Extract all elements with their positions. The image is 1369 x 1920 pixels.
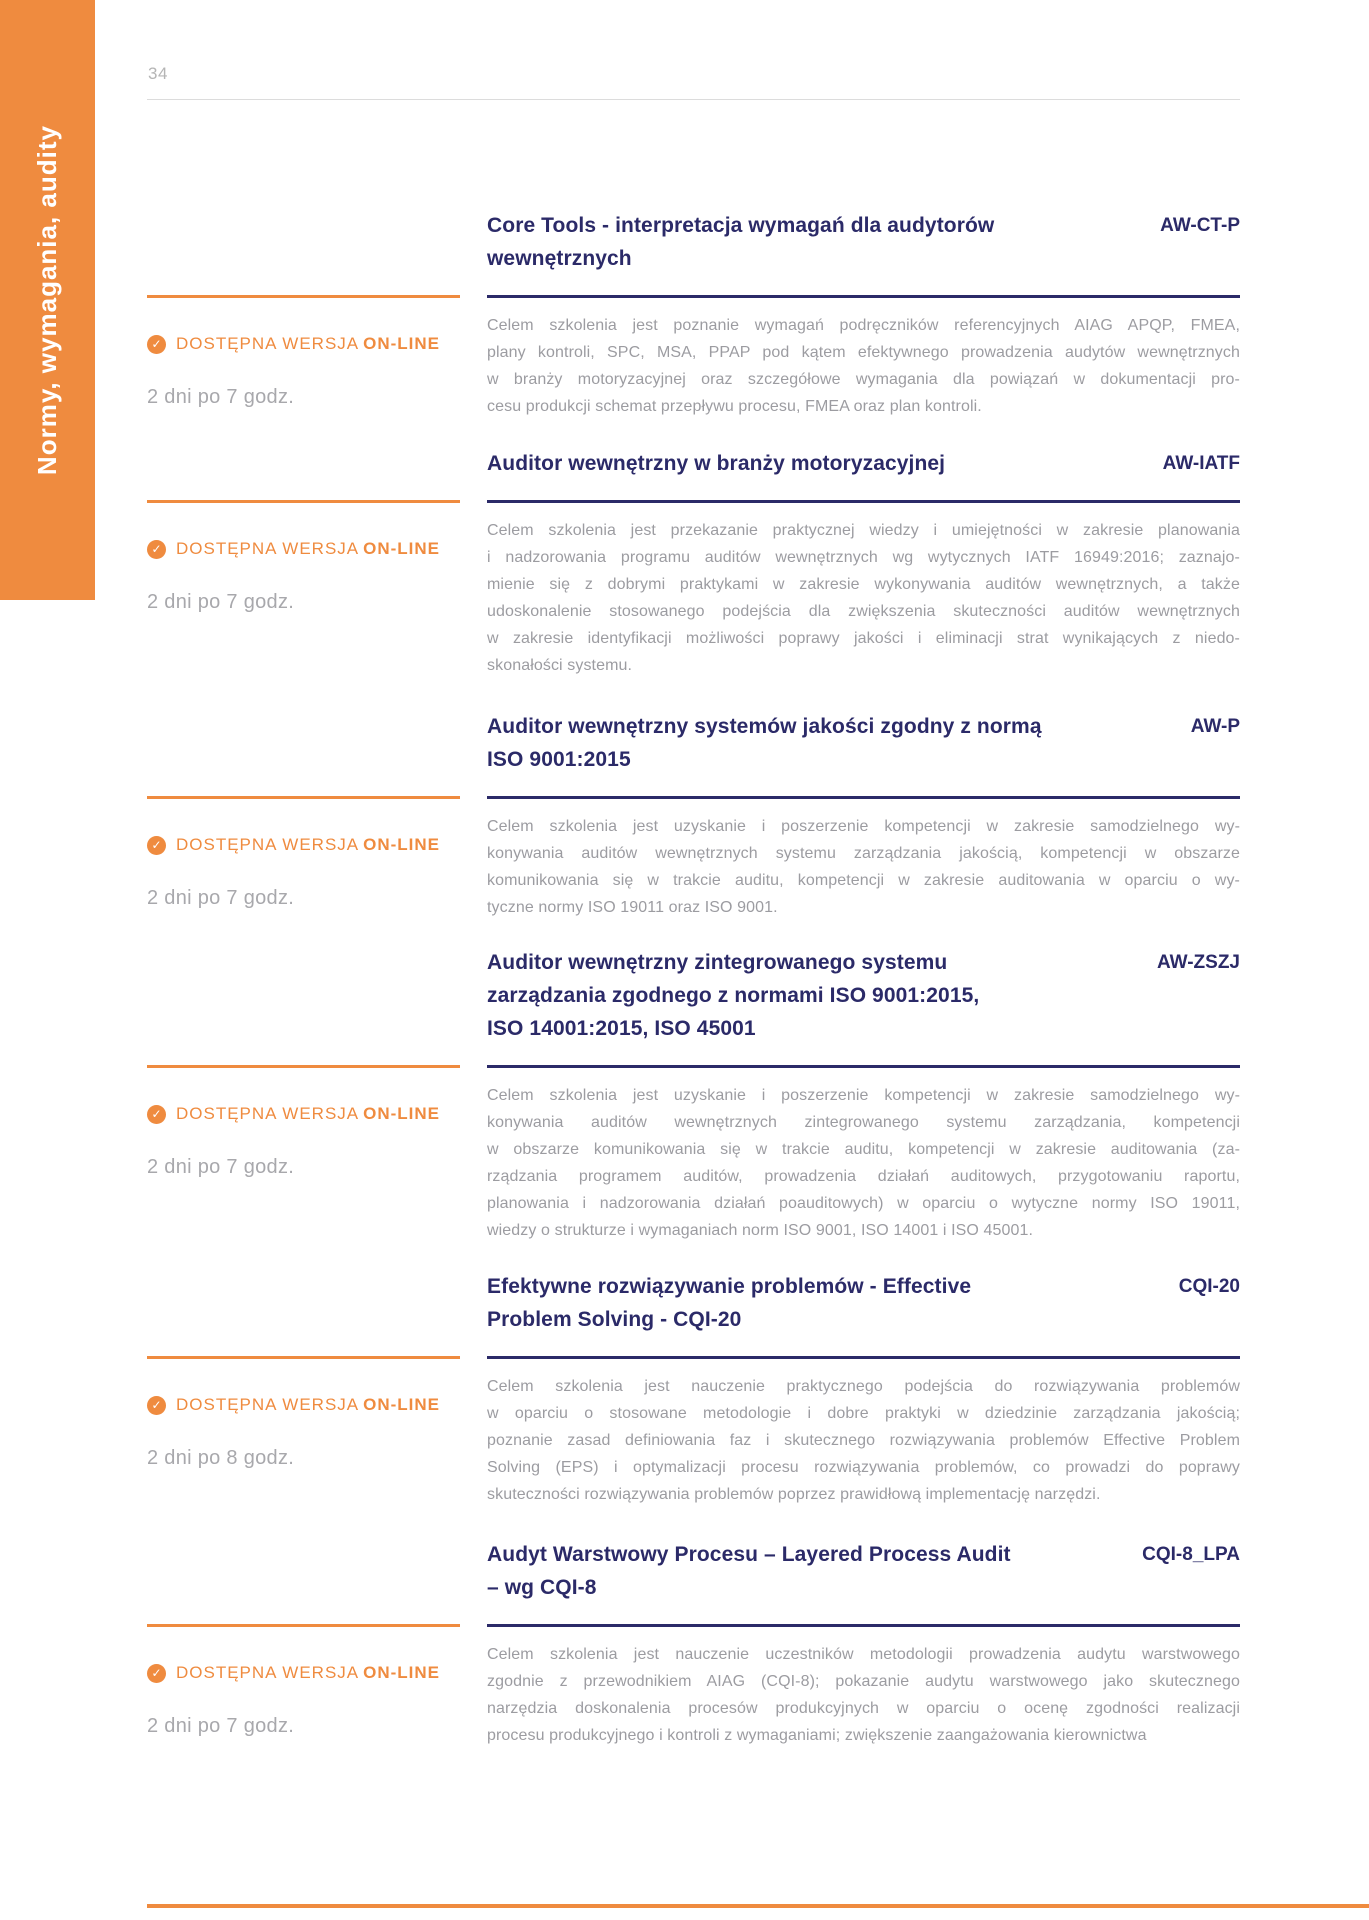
- course-content: [487, 214, 1240, 420]
- course-title: Core Tools - interpretacja wymagań dla audytorów wewnętrznych: [487, 214, 995, 270]
- course-title-row: [487, 447, 1240, 500]
- course-content: [487, 951, 1240, 1244]
- online-badge-text: DOSTĘPNA WERSJA ON-LINE: [176, 334, 441, 353]
- course-block: [147, 452, 1240, 679]
- course-meta: [147, 1624, 460, 1738]
- check-circle-icon: ✓: [147, 540, 166, 559]
- online-badge-text: DOSTĘPNA WERSJA ON-LINE: [176, 1663, 441, 1682]
- course-block: [147, 1275, 1240, 1508]
- course-meta: [147, 1065, 460, 1179]
- header-divider: [147, 99, 1240, 100]
- course-title-row: [487, 1538, 1240, 1624]
- course-duration: 2 dni po 7 godz.: [147, 887, 295, 909]
- title-divider: [487, 1065, 1240, 1068]
- course-description: Celem szkolenia jest uzyskanie i poszerzenie kompetencji w zakresie samodzielnego wy- konywania auditów wewnętrznych zintegrowanego systemu zarządzania, kompetencji w obszarze komunikowania się w trakcie auditu, kompetencji w zakresie auditowania (za- rządzania programem auditów, prowadzenia działań auditowych, przygotowaniu raportu, planowania i nadzorowania działań poauditowych) w oparciu o wytyczne normy ISO 19011, wiedzy o strukturze i wymaganiach norm ISO 9001, ISO 14001 i ISO 45001.: [487, 1087, 1240, 1239]
- online-badge: [147, 835, 460, 855]
- course-title-row: [487, 1270, 1240, 1356]
- course-description: Celem szkolenia jest uzyskanie i poszerzenie kompetencji w zakresie samodzielnego wy- konywania auditów wewnętrznych systemu zarządzania jakością, kompetencji w obszarze komunikowania się w trakcie auditu, kompetencji w zakresie auditowania w oparciu o wy- tyczne normy ISO 19011 oraz ISO 9001.: [487, 818, 1240, 916]
- course-description: Celem szkolenia jest nauczenie praktycznego podejścia do rozwiązywania problemów w oparciu o stosowane metodologie i dobre praktyki w dziedzinie zarządzania jakością; poznanie zasad definiowania faz i skutecznego rozwiązywania problemów Effective Problem Solving (EPS) i optymalizacji procesu rozwiązywania problemów, co prowadzi do poprawy skuteczności rozwiązywania problemów poprzez prawidłową implementację narzędzi.: [487, 1378, 1240, 1503]
- course-title-row: [487, 209, 1240, 295]
- online-badge-text: DOSTĘPNA WERSJA ON-LINE: [176, 1395, 441, 1414]
- title-divider: [487, 1624, 1240, 1627]
- course-title: Audyt Warstwowy Procesu – Layered Process Audit – wg CQI-8: [487, 1543, 1011, 1599]
- left-divider: [147, 1624, 460, 1627]
- course-code: CQI-20: [1178, 1276, 1240, 1297]
- online-badge-text: DOSTĘPNA WERSJA ON-LINE: [176, 1104, 441, 1123]
- page-number: 34: [148, 64, 168, 83]
- course-duration: 2 dni po 7 godz.: [147, 386, 295, 408]
- online-badge-text: DOSTĘPNA WERSJA ON-LINE: [176, 539, 441, 558]
- course-title-row: [487, 946, 1240, 1065]
- course-title: Auditor wewnętrzny zintegrowanego systemu zarządzania zgodnego z normami ISO 9001:2015, ISO 14001:2015, ISO 45001: [487, 951, 980, 1040]
- course-block: [147, 951, 1240, 1244]
- check-circle-icon: ✓: [147, 836, 166, 855]
- course-meta: [147, 500, 460, 614]
- online-badge-text: DOSTĘPNA WERSJA ON-LINE: [176, 835, 441, 854]
- course-block: [147, 1543, 1240, 1749]
- course-duration: 2 dni po 8 godz.: [147, 1447, 295, 1469]
- course-description: Celem szkolenia jest przekazanie praktycznej wiedzy i umiejętności w zakresie planowania i nadzorowania programu auditów wewnętrznych wg wytycznych IATF 16949:2016; zaznajo- mienie się z dobrymi praktykami w zakresie wykonywania auditów wewnętrznych, a także udoskonalenie stosowanego podejścia dla zwiększenia skuteczności auditów wewnętrznych w zakresie identyfikacji możliwości poprawy jakości i eliminacji strat wynikających z niedo- skonałości systemu.: [487, 522, 1240, 674]
- section-sidebar: [0, 0, 95, 600]
- online-badge: [147, 1663, 460, 1683]
- course-content: [487, 1275, 1240, 1508]
- course-block: [147, 214, 1240, 420]
- check-circle-icon: ✓: [147, 1664, 166, 1683]
- footer-divider: [147, 1904, 1369, 1908]
- course-duration: 2 dni po 7 godz.: [147, 1156, 295, 1178]
- online-badge: [147, 1395, 460, 1415]
- left-divider: [147, 796, 460, 799]
- left-divider: [147, 295, 460, 298]
- check-circle-icon: ✓: [147, 335, 166, 354]
- check-circle-icon: ✓: [147, 1105, 166, 1124]
- check-circle-icon: ✓: [147, 1396, 166, 1415]
- left-divider: [147, 1356, 460, 1359]
- course-code: AW-P: [1190, 716, 1240, 737]
- course-content: [487, 1543, 1240, 1749]
- title-divider: [487, 295, 1240, 298]
- course-code: AW-IATF: [1162, 453, 1240, 474]
- course-content: [487, 715, 1240, 921]
- course-title: Auditor wewnętrzny w branży motoryzacyjnej: [487, 452, 946, 475]
- course-duration: 2 dni po 7 godz.: [147, 591, 295, 613]
- title-divider: [487, 1356, 1240, 1359]
- course-meta: [147, 295, 460, 409]
- left-divider: [147, 1065, 460, 1068]
- title-divider: [487, 500, 1240, 503]
- course-title-row: [487, 710, 1240, 796]
- title-divider: [487, 796, 1240, 799]
- course-description: Celem szkolenia jest nauczenie uczestników metodologii prowadzenia audytu warstwowego zgodnie z przewodnikiem AIAG (CQI-8); pokazanie audytu warstwowego jako skutecznego narzędzia doskonalenia procesów produkcyjnych w oparciu o ocenę zgodności realizacji procesu produkcyjnego i kontroli z wymaganiami; zwiększenie zaangażowania kierownictwa: [487, 1646, 1240, 1744]
- section-sidebar-label: Normy, wymagania, audity: [32, 124, 62, 476]
- course-block: [147, 715, 1240, 921]
- course-meta: [147, 796, 460, 910]
- course-title: Efektywne rozwiązywanie problemów - Effective Problem Solving - CQI-20: [487, 1275, 972, 1331]
- course-code: AW-ZSZJ: [1156, 952, 1240, 973]
- course-content: [487, 452, 1240, 679]
- course-description: Celem szkolenia jest poznanie wymagań podręczników referencyjnych AIAG APQP, FMEA, plany kontroli, SPC, MSA, PPAP pod kątem efektywnego prowadzenia audytów wewnętrznych w branży motoryzacyjnej oraz szczegółowe wymagania dla powiązań w dokumentacji pro- cesu produkcji schemat przepływu procesu, FMEA oraz plan kontroli.: [487, 317, 1240, 415]
- online-badge: [147, 539, 460, 559]
- online-badge: [147, 1104, 460, 1124]
- course-code: CQI-8_LPA: [1142, 1544, 1240, 1565]
- course-duration: 2 dni po 7 godz.: [147, 1715, 295, 1737]
- left-divider: [147, 500, 460, 503]
- course-meta: [147, 1356, 460, 1470]
- online-badge: [147, 334, 460, 354]
- course-code: AW-CT-P: [1160, 215, 1240, 236]
- course-title: Auditor wewnętrzny systemów jakości zgodny z normą ISO 9001:2015: [487, 715, 1042, 771]
